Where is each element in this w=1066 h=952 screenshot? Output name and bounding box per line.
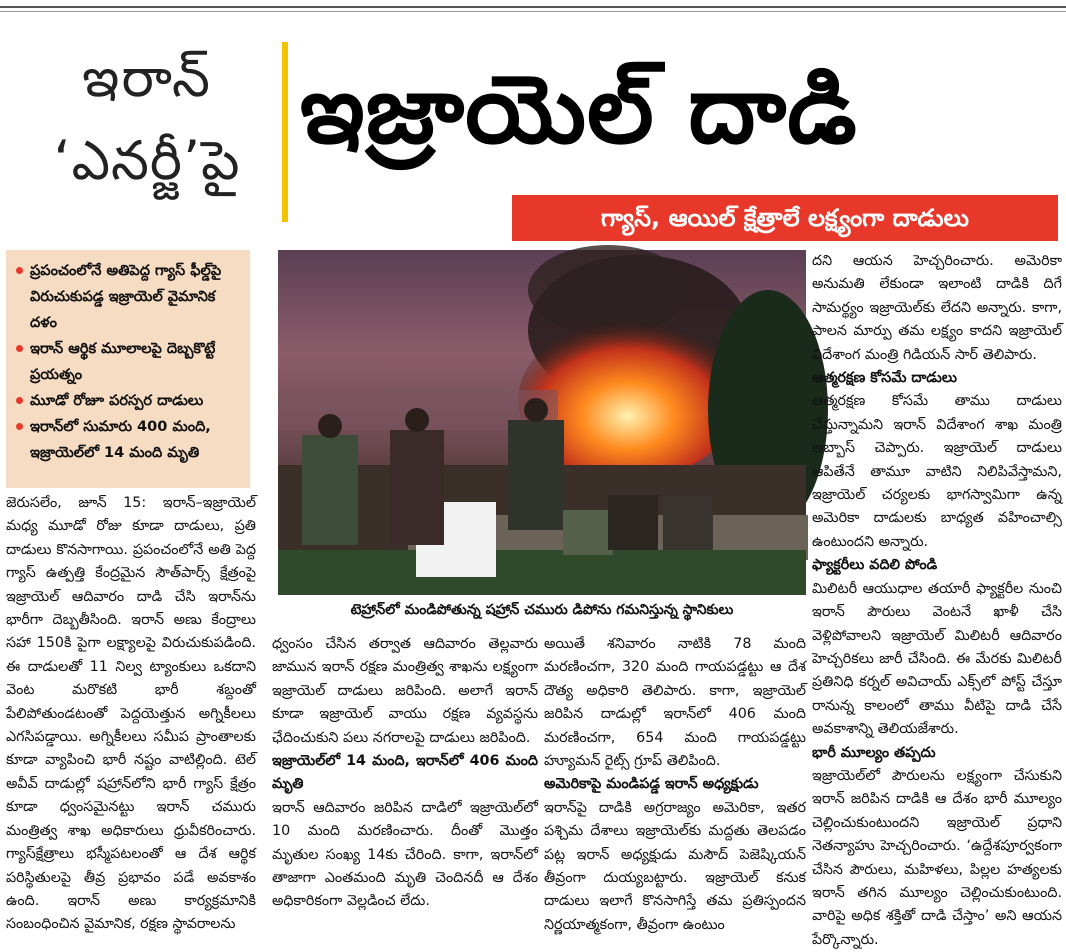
article-paragraph: జెరుసలేం, జూన్ 15: ఇరాన్–ఇజ్రాయెల్ మధ్య మూడో రోజు కూడా దాడులు, ప్రతి దాడులు కొనసాగాయి. ప్రపంచంలోనే అతి పెద్ద గ్యాస్ ఉత్పత్తి కేంద్రమైన సౌత్‌పార్స్ క్షేత్రంపై ఇజ్రాయెల్ ఆదివారం దాడి చేసి ఇరాన్‌ను భారీగా దెబ్బతీసింది. ఇరాన్ అణు కేంద్రాలు సహా 150కి పైగా లక్ష్యాలపై విరుచుకుపడింది. ఈ దాడులతో 11 నిల్వ ట్యాంకులు ఒకదాని వెంట మరొకటి భారీ శబ్దంతో పేలిపోతుండటంతో పెద్దయెత్తున అగ్నికీలలు ఎగసిపడ్డాయి. అగ్నికీలలు సమీప ప్రాంతాలకు కూడా వ్యాపించి భారీ నష్టం వాటిల్లింది. టెల్ అవీవ్ దాడుల్లో షహ్రాన్‌లోని భారీ గ్యాస్ క్షేత్రం కూడా ధ్వంసమైనట్టు ఇరాన్ చమురు మంత్రిత్వ శాఖ అధికారులు ధ్రువీకరించారు. గ్యాస్‌క్షేత్రాలు భస్మీపటలంతో ఆ దేశ ఆర్థిక పరిస్థితులపై తీవ్ర ప్రభావం పడే అవకాశం ఉంది. ఇరాన్ అణు కార్యక్రమానికి సంబంధించిన వైమానిక, రక్షణ స్థావరాలను bbox=[6, 495, 256, 933]
kicker-line-1: ఇరాన్ bbox=[82, 46, 212, 109]
kicker-divider bbox=[282, 42, 288, 222]
highlights-box bbox=[6, 250, 250, 488]
article-paragraph: దని ఆయన హెచ్చరించారు. అమెరికా అనుమతి లేకుండా ఇలాంటి దాడికి దిగే సామర్థ్యం ఇజ్రాయెల్‌కు లేదని అన్నారు. కాగా, పాలన మార్పు తమ లక్ష్యం కాదని ఇజ్రాయెల్ విదేశాంగ మంత్రి గిడియన్ సార్ తెలిపారు. bbox=[812, 253, 1062, 363]
bullet-icon bbox=[16, 397, 23, 404]
article-column-4 bbox=[812, 250, 1062, 952]
article-paragraph: అయితే శనివారం నాటికి 78 మంది మరణించగా, 320 మంది గాయపడ్డట్టు ఆ దేశ దౌత్య అధికారి తెలిపారు. కాగా, ఇజ్రాయెల్ జరిపిన దాడుల్లో ఇరాన్‌లో 406 మంది మరణించగా, 654 మంది గాయపడ్డట్టు హ్యూమన్ రైట్స్ గ్రూప్ తెలిపింది. bbox=[544, 636, 806, 770]
subheadline: గ్యాస్, ఆయిల్ క్షేత్రాలే లక్ష్యంగా దాడులు bbox=[512, 195, 1058, 241]
article-column-2 bbox=[272, 633, 538, 914]
article-paragraph: ఇరాన్‌పై దాడికి అగ్రరాజ్యం అమెరికా, ఇతర పశ్చిమ దేశాలు ఇజ్రాయెల్‌కు మద్దతు తెలపడం పట్ల ఇరాన్ అధ్యక్షుడు మసౌద్ పెజెష్కియన్ తీవ్రంగా దుయ్యబట్టారు. ఇజ్రాయెల్ కనుక దాడులు ఇలాగే కొనసాగిస్తే తమ ప్రతిస్పందన నిర్ణయాత్మకంగా, తీవ్రంగా ఉంటుం bbox=[544, 799, 806, 933]
kicker-line-2: ‘ఎనర్జీ’పై bbox=[53, 129, 241, 192]
article-paragraph: ఇజ్రాయెల్‌లో పౌరులను లక్ష్యంగా చేసుకుని ఇరాన్ జరిపిన దాడికి ఆ దేశం భారీ మూల్యం చెల్లించుకుంటుందని ఇజ్రాయెల్ ప్రధాని నెతన్యాహు హెచ్చరించారు. ‘ఉద్దేశపూర్వకంగా చేసిన పౌరులు, మహిళలు, పిల్లల హత్యలకు ఇరాన్ తగిన మూల్యం చెల్లించుకుంటుంది. వారిపై అధిక శక్తితో దాడి చేస్తాం’ అని ఆయన పేర్కొన్నారు. bbox=[812, 767, 1062, 948]
top-rule bbox=[0, 6, 1066, 12]
article-column-3 bbox=[544, 633, 806, 937]
bullet-icon bbox=[16, 423, 23, 430]
subheading-factories: ఫ్యాక్టరీలు వదిలి పోండి bbox=[812, 557, 938, 574]
article-paragraph: ఇరాన్ ఆదివారం జరిపిన దాడిలో ఇజ్రాయెల్‌లో 10 మంది మరణించారు. దీంతో మొత్తం మృతుల సంఖ్య 14కు చేరింది. కాగా, ఇరాన్‌లో తాజాగా ఎంతమంది మృతి చెందినదీ ఆ దేశం అధికారికంగా వెల్లడించ లేదు. bbox=[272, 799, 538, 910]
headline: ఇజ్రాయెల్ దాడి bbox=[300, 56, 858, 165]
bullet-icon bbox=[16, 345, 23, 352]
bullet-icon bbox=[16, 267, 23, 274]
subheading-deaths: ఇజ్రాయెల్‌లో 14 మంది, ఇరాన్‌లో 406 మంది మృతి bbox=[272, 753, 538, 793]
subheading-heavy-price: భారీ మూల్యం తప్పదు bbox=[812, 744, 936, 761]
highlight-item: ప్రపంచంలోనే అతిపెద్ద గ్యాస్ ఫీల్డ్‌పై విరుచుకుపడ్డ ఇజ్రాయెల్ వైమానిక దళం bbox=[16, 258, 244, 336]
highlight-item: ఇరాన్‌లో సుమారు 400 మంది, ఇజ్రాయెల్‌లో 14 మంది మృతి bbox=[16, 414, 244, 466]
subheading-president: అమెరికాపై మండిపడ్డ ఇరాన్ అధ్యక్షుడు bbox=[544, 776, 759, 793]
highlight-item: మూడో రోజూ పరస్పర దాడులు bbox=[16, 388, 244, 414]
kicker bbox=[22, 40, 272, 206]
photo-caption: టెహ్రాన్‌లో మండిపోతున్న షహ్రాన్ చమురు డిపోను గమనిస్తున్న స్థానికులు bbox=[350, 602, 734, 618]
subheading-self-defense: ఆత్మరక్షణ కోసమే దాడులు bbox=[812, 370, 957, 387]
article-column-1 bbox=[6, 492, 256, 937]
news-photo bbox=[278, 250, 806, 595]
highlight-item: ఇరాన్ ఆర్థిక మూలాలపై దెబ్బకొట్టే ప్రయత్నం bbox=[16, 336, 244, 388]
article-paragraph: ధ్వంసం చేసిన తర్వాత ఆదివారం తెల్లవారు జామున ఇరాన్ రక్షణ మంత్రిత్వ శాఖను లక్ష్యంగా ఇజ్రాయెల్ దాడులు జరిపింది. అలాగే ఇరాన్ కూడా ఇజ్రాయెల్ వాయు రక్షణ వ్యవస్థను ఛేదించుకుని పలు నగరాలపై దాడులు జరిపింది. bbox=[272, 636, 538, 746]
article-paragraph: మిలిటరీ ఆయుధాల తయారీ ఫ్యాక్టరీల నుంచి ఇరాన్ పౌరులు వెంటనే ఖాళీ చేసి వెళ్లిపోవాలని ఇజ్రాయెల్ మిలిటరీ ఆదివారం హెచ్చరికలు జారీ చేసింది. ఈ మేరకు మిలిటరీ ప్రతినిధి కర్నల్ అవిచాయ్ ఎక్స్‌లో పోస్ట్ చేస్తూ రానున్న కాలంలో తాము వీటిపై దాడి చేసే అవకాశాన్ని తెలియజేశారు. bbox=[812, 580, 1062, 738]
photo-illustration bbox=[278, 250, 806, 595]
article-paragraph: ఆత్మరక్షణ కోసమే తాము దాడులు చేస్తున్నామని ఇరాన్ విదేశాంగ శాఖ మంత్రి అబ్బాస్ చెప్పారు. ఇజ్రాయెల్ దాడులు ఆపితేనే తామూ వాటిని నిలిపివేస్తామని, ఇజ్రాయెల్ చర్యలకు భాగస్వామిగా ఉన్న అమెరికా దాడులకు బాధ్యత వహించాల్సి ఉంటుందని అన్నారు. bbox=[812, 393, 1062, 550]
